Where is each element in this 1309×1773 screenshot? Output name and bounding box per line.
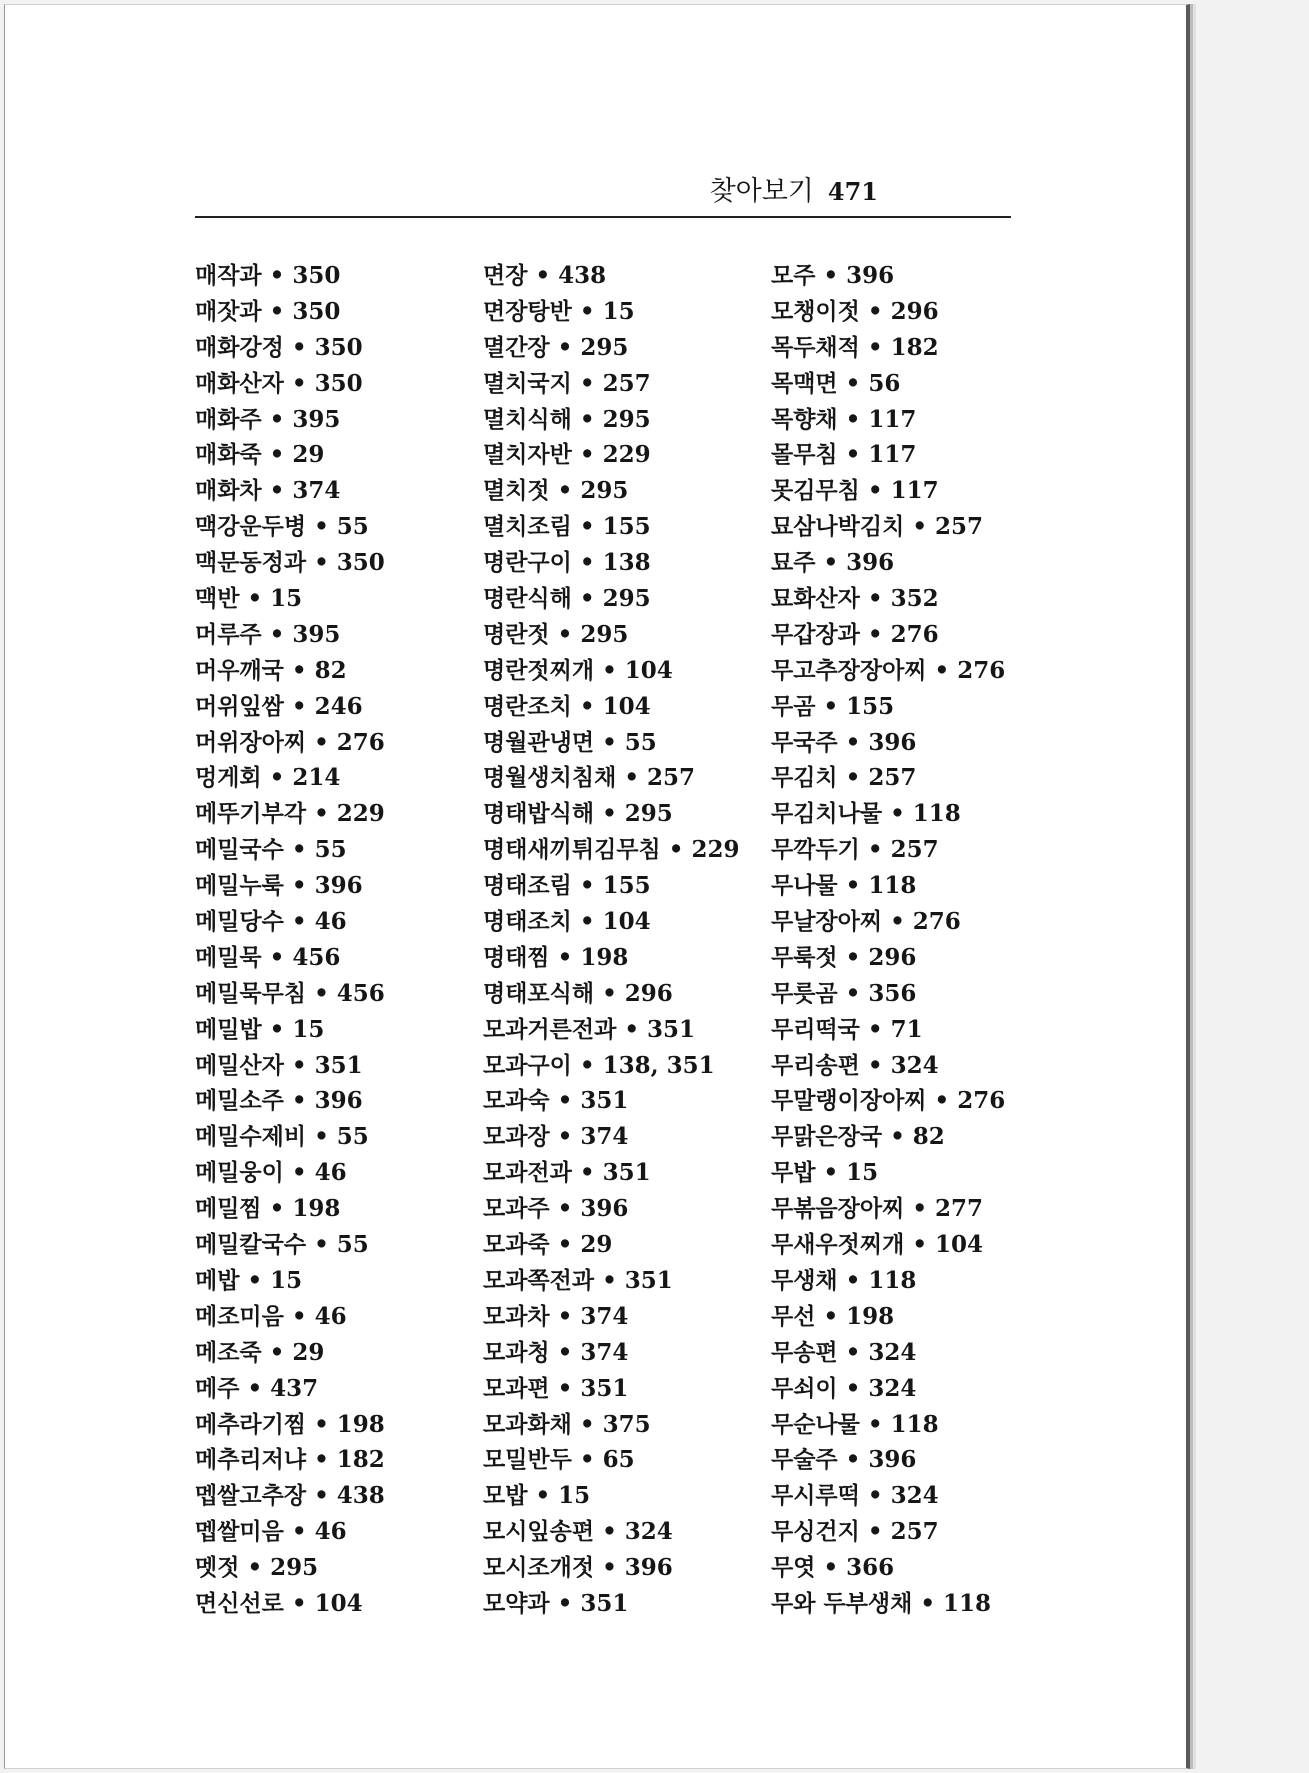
index-entry: 모과전과 • 351: [483, 1159, 651, 1187]
index-entry: 매잣과 • 350: [195, 297, 341, 325]
index-entry: 메조죽 • 29: [195, 1338, 325, 1366]
index-entry: 모과청 • 374: [483, 1338, 629, 1366]
index-entry: 매화산자 • 350: [195, 369, 363, 397]
index-entry: 메밀국수 • 55: [195, 836, 347, 864]
index-entry: 목향채 • 117: [771, 405, 917, 433]
index-entry: 명란젓 • 295: [483, 620, 629, 648]
index-entry: 머위장아찌 • 276: [195, 728, 385, 756]
book-page: [4, 4, 1190, 1769]
index-entry: 맥반 • 15: [195, 585, 303, 613]
index-entry: 메밀묵 • 456: [195, 943, 341, 971]
index-entry: 명태포식해 • 296: [483, 979, 673, 1007]
index-entry: 무리송편 • 324: [771, 1051, 939, 1079]
index-entry: 머루주 • 395: [195, 620, 341, 648]
index-entry: 면신선로 • 104: [195, 1589, 363, 1617]
index-entry: 멸치젓 • 295: [483, 477, 629, 505]
index-entry: 무나물 • 118: [771, 872, 917, 900]
index-entry: 모밥 • 15: [483, 1482, 591, 1510]
index-entry: 무술주 • 396: [771, 1446, 917, 1474]
index-entry: 무갑장과 • 276: [771, 620, 939, 648]
index-entry: 모시조개젓 • 396: [483, 1554, 673, 1582]
index-entry: 맥문동정과 • 350: [195, 549, 385, 577]
index-column-3: [771, 258, 1005, 1622]
index-entry: 명란구이 • 138: [483, 549, 651, 577]
index-entry: 무시루떡 • 324: [771, 1482, 939, 1510]
index-entry: 명태새끼튀김무침 • 229: [483, 836, 740, 864]
index-entry: 모과편 • 351: [483, 1374, 629, 1402]
index-entry: 못김무침 • 117: [771, 477, 939, 505]
index-entry: 메추라기찜 • 198: [195, 1410, 385, 1438]
index-entry: 명태조림 • 155: [483, 872, 651, 900]
index-entry: 무싱건지 • 257: [771, 1518, 939, 1546]
index-entry: 모시잎송편 • 324: [483, 1518, 673, 1546]
index-entry: 명월생치침채 • 257: [483, 764, 696, 792]
index-entry: 명란조치 • 104: [483, 692, 651, 720]
index-entry: 무김치나물 • 118: [771, 800, 961, 828]
index-entry: 무새우젓찌개 • 104: [771, 1231, 984, 1259]
index-entry: 무맑은장국 • 82: [771, 1123, 945, 1151]
index-entry: 무밥 • 15: [771, 1159, 879, 1187]
index-entry: 메주 • 437: [195, 1374, 319, 1402]
index-entry: 매화강정 • 350: [195, 333, 363, 361]
index-entry: 맥강운두병 • 55: [195, 513, 369, 541]
index-entry: 멥쌀고추장 • 438: [195, 1482, 385, 1510]
index-entry: 무깍두기 • 257: [771, 836, 939, 864]
running-head: [710, 175, 878, 209]
index-entry: 묘화산자 • 352: [771, 585, 939, 613]
index-entry: 모과주 • 396: [483, 1195, 629, 1223]
index-entry: 메밀밥 • 15: [195, 1015, 325, 1043]
index-entry: 무국주 • 396: [771, 728, 917, 756]
index-entry: 멸간장 • 295: [483, 333, 629, 361]
index-entry: 모약과 • 351: [483, 1589, 629, 1617]
index-entry: 메밀소주 • 396: [195, 1087, 363, 1115]
index-entry: 모챙이젓 • 296: [771, 297, 939, 325]
index-entry: 명란식해 • 295: [483, 585, 651, 613]
index-entry: 무선 • 198: [771, 1302, 895, 1330]
index-entry: 메뚜기부각 • 229: [195, 800, 385, 828]
index-entry: 명월관냉면 • 55: [483, 728, 657, 756]
index-entry: 목맥면 • 56: [771, 369, 901, 397]
index-column-2: [483, 258, 739, 1622]
page-number: 471: [827, 177, 878, 206]
index-entry: 멧젓 • 295: [195, 1554, 319, 1582]
index-entry: 무리떡국 • 71: [771, 1015, 923, 1043]
index-entry: 무엿 • 366: [771, 1554, 895, 1582]
index-entry: 묘삼나박김치 • 257: [771, 513, 984, 541]
index-entry: 무고추장장아찌 • 276: [771, 656, 1006, 684]
index-entry: 명태조치 • 104: [483, 908, 651, 936]
index-entry: 메밀칼국수 • 55: [195, 1231, 369, 1259]
index-entry: 무룩젓 • 296: [771, 943, 917, 971]
index-entry: 메밀수제비 • 55: [195, 1123, 369, 1151]
index-entry: 무쇠이 • 324: [771, 1374, 917, 1402]
index-entry: 모과차 • 374: [483, 1302, 629, 1330]
index-entry: 매작과 • 350: [195, 262, 341, 289]
index-entry: 명태찜 • 198: [483, 943, 629, 971]
index-entry: 목두채적 • 182: [771, 333, 939, 361]
index-entry: 모과구이 • 138, 351: [483, 1051, 715, 1079]
index-entry: 멸치국지 • 257: [483, 369, 651, 397]
index-entry: 모과숙 • 351: [483, 1087, 629, 1115]
index-entry: 메밀당수 • 46: [195, 908, 347, 936]
index-entry: 명란젓찌개 • 104: [483, 656, 673, 684]
index-entry: 모주 • 396: [771, 262, 895, 289]
index-entry: 멸치자반 • 229: [483, 441, 651, 469]
index-entry: 무김치 • 257: [771, 764, 917, 792]
index-entry: 멸치조림 • 155: [483, 513, 651, 541]
index-entry: 멸치식해 • 295: [483, 405, 651, 433]
index-entry: 메추리저냐 • 182: [195, 1446, 385, 1474]
index-entry: 무곰 • 155: [771, 692, 895, 720]
index-entry: 매화주 • 395: [195, 405, 341, 433]
index-entry: 메밥 • 15: [195, 1266, 303, 1294]
index-entry: 무생채 • 118: [771, 1266, 917, 1294]
header-rule: [195, 216, 1011, 218]
index-entry: 무말랭이장아찌 • 276: [771, 1087, 1006, 1115]
index-entry: 메조미음 • 46: [195, 1302, 347, 1330]
index-entry: 무순나물 • 118: [771, 1410, 939, 1438]
index-column-1: [195, 258, 385, 1622]
index-entry: 모밀반두 • 65: [483, 1446, 635, 1474]
index-entry: 명태밥식해 • 295: [483, 800, 673, 828]
index-entry: 모과화채 • 375: [483, 1410, 651, 1438]
index-entry: 메밀웅이 • 46: [195, 1159, 347, 1187]
index-entry: 무와 두부생채 • 118: [771, 1589, 992, 1617]
index-entry: 머위잎쌈 • 246: [195, 692, 363, 720]
index-entry: 무볶음장아찌 • 277: [771, 1195, 984, 1223]
index-entry: 모과거른전과 • 351: [483, 1015, 696, 1043]
index-entry: 메밀찜 • 198: [195, 1195, 341, 1223]
index-entry: 매화차 • 374: [195, 477, 341, 505]
index-entry: 메밀누룩 • 396: [195, 872, 363, 900]
index-entry: 멍게회 • 214: [195, 764, 341, 792]
section-title: 찾아보기: [709, 176, 814, 207]
index-entry: 매화죽 • 29: [195, 441, 325, 469]
index-entry: 무날장아찌 • 276: [771, 908, 961, 936]
index-entry: 메밀산자 • 351: [195, 1051, 363, 1079]
index-entry: 모과죽 • 29: [483, 1231, 613, 1259]
index-entry: 면장 • 438: [483, 262, 607, 289]
index-entry: 면장탕반 • 15: [483, 297, 635, 325]
index-entry: 메밀묵무침 • 456: [195, 979, 385, 1007]
index-entry: 멥쌀미음 • 46: [195, 1518, 347, 1546]
index-entry: 무릇곰 • 356: [771, 979, 917, 1007]
index-entry: 묘주 • 396: [771, 549, 895, 577]
index-entry: 몰무침 • 117: [771, 441, 917, 469]
index-entry: 모과장 • 374: [483, 1123, 629, 1151]
index-entry: 모과쪽전과 • 351: [483, 1266, 673, 1294]
index-entry: 무송편 • 324: [771, 1338, 917, 1366]
index-entry: 머우깨국 • 82: [195, 656, 347, 684]
